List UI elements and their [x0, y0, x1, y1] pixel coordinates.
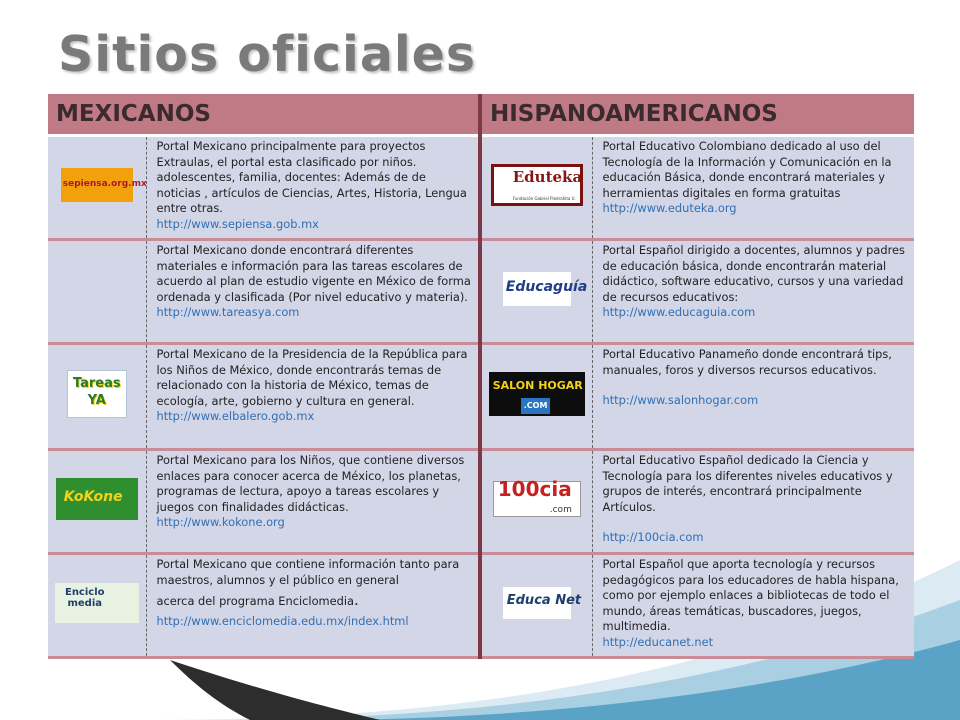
logo-cell	[48, 136, 146, 240]
description-text: Portal Mexicano de la Presidencia de la República para los Niños de México, donde encontrarás temas de relacionado con la historia de México, temas de ecología, arte, gobierno y cultura en general.	[156, 347, 468, 408]
description-cell	[592, 136, 914, 240]
description-text: Portal Español dirigido a docentes, alumnos y padres de educación básica, donde encontrarán material didáctico, software educativo, cursos y una variedad de recursos educativos:	[602, 243, 905, 304]
logo-cell	[480, 554, 592, 658]
educanet-logo-text: Educa Net	[506, 593, 582, 609]
table-row	[48, 240, 914, 344]
description-cell	[592, 240, 914, 344]
site-link[interactable]: http://www.eduteka.org	[602, 201, 737, 216]
column-header-hispanoamericanos: HISPANOAMERICANOS	[480, 94, 914, 136]
salonhogar-logo-subtext: .COM	[521, 398, 551, 414]
table-row	[48, 450, 914, 554]
page-title: Sitios oficiales	[58, 26, 477, 83]
description-cell	[146, 554, 480, 658]
description-text: Portal Mexicano que contiene información tanto para maestros, alumnos y el público en general	[156, 557, 460, 587]
site-link[interactable]: http://www.sepiensa.gob.mx	[156, 216, 319, 231]
site-link[interactable]: http://100cia.com	[602, 530, 704, 545]
100cia-logo[interactable]	[493, 477, 581, 517]
salonhogar-logo-text: SALON HOGAR	[492, 379, 583, 393]
description-text: Portal Educativo Español dedicado la Ciencia y Tecnología para los diferentes niveles educativos y grupos de interés, encontrará principalmente Artículos.	[602, 453, 893, 514]
enciclomedia-logo[interactable]	[55, 583, 139, 623]
description-cell	[146, 136, 480, 240]
sites-table	[48, 94, 914, 659]
description-cell	[146, 450, 480, 554]
site-link[interactable]: http://www.tareasya.com	[156, 305, 300, 320]
description-text: Portal Mexicano donde encontrará diferentes materiales e información para las tareas escolares de acuerdo al plan de estudio vigente en México de forma ordenada y clasificada (Por nivel educativo y materia).	[156, 243, 471, 304]
logo-cell	[480, 240, 592, 344]
column-header-mexicanos: MEXICANOS	[48, 94, 480, 136]
description-text: Portal Mexicano principalmente para proyectos Extraulas, el portal esta clasificado por niños. adolescentes, familia, docentes: Además de de noticias , artículos de Ciencias, Artes, Historia, Lengua entre otras.	[156, 139, 467, 216]
site-link[interactable]: http://www.enciclomedia.edu.mx/index.html	[156, 613, 409, 628]
description-text: Portal Educativo Panameño donde encontrará tips, manuales, foros y diversos recursos educativos.	[602, 347, 892, 377]
logo-cell	[480, 450, 592, 554]
educaguia-logo[interactable]	[503, 272, 588, 306]
kokone-logo-text: KoKone	[63, 489, 123, 506]
description-cell	[592, 450, 914, 554]
sepiensa-logo-text: sepiensa.org.mx	[62, 179, 147, 190]
table-row	[48, 344, 914, 450]
site-link[interactable]: http://www.salonhogar.com	[602, 393, 759, 408]
100cia-logo-subtext: .com	[549, 505, 572, 516]
tareasya-logo[interactable]	[67, 370, 127, 418]
description-period: .	[354, 591, 359, 610]
site-link[interactable]: http://www.elbalero.gob.mx	[156, 409, 315, 424]
description-text: Portal Español que aporta tecnología y recursos pedagógicos para los educadores de habla hispana, como por ejemplo enlaces a bibliotecas de todo el mundo, áreas temáticas, buscadores, juegos, multimedia.	[602, 557, 899, 634]
enciclomedia-logo-text: Enciclo media	[64, 587, 105, 610]
table-row	[48, 554, 914, 658]
table-row	[48, 136, 914, 240]
kokone-logo[interactable]	[56, 478, 138, 520]
logo-cell	[48, 450, 146, 554]
eduteka-logo-text: Eduteka	[512, 168, 583, 187]
description-cell	[592, 344, 914, 450]
header-row	[48, 94, 914, 136]
sepiensa-logo[interactable]	[61, 168, 147, 202]
educaguia-logo-text: Educaguía	[505, 279, 588, 296]
tareasya-logo-text: Tareas YA	[72, 376, 121, 409]
logo-cell	[480, 136, 592, 240]
description-cell	[146, 344, 480, 450]
eduteka-logo-subtext: Fundación Gabriel Piedrahita U.	[512, 196, 576, 202]
logo-cell	[480, 344, 592, 450]
logo-cell	[48, 240, 146, 344]
description-text-continued: acerca del programa Enciclomedia	[156, 594, 355, 609]
site-link[interactable]: http://www.educaguia.com	[602, 305, 756, 320]
description-text: Portal Mexicano para los Niños, que contiene diversos enlaces para conocer acerca de México, los planetas, programas de lectura, apoyo a tareas escolares y juegos con finalidades didácticas.	[156, 453, 465, 514]
logo-cell	[48, 344, 146, 450]
description-cell	[592, 554, 914, 658]
salonhogar-logo[interactable]	[489, 372, 585, 416]
100cia-logo-text: 100cia	[497, 477, 572, 502]
eduteka-logo[interactable]	[491, 164, 583, 206]
description-cell	[146, 240, 480, 344]
description-text: Portal Educativo Colombiano dedicado al uso del Tecnología de la Información y Comunicación en la educación Básica, donde encontrará materiales y herramientas digitales en forma gratuitas	[602, 139, 892, 200]
educanet-logo[interactable]	[503, 587, 582, 619]
site-link[interactable]: http://www.kokone.org	[156, 515, 285, 530]
logo-cell	[48, 554, 146, 658]
site-link[interactable]: http://educanet.net	[602, 634, 714, 649]
